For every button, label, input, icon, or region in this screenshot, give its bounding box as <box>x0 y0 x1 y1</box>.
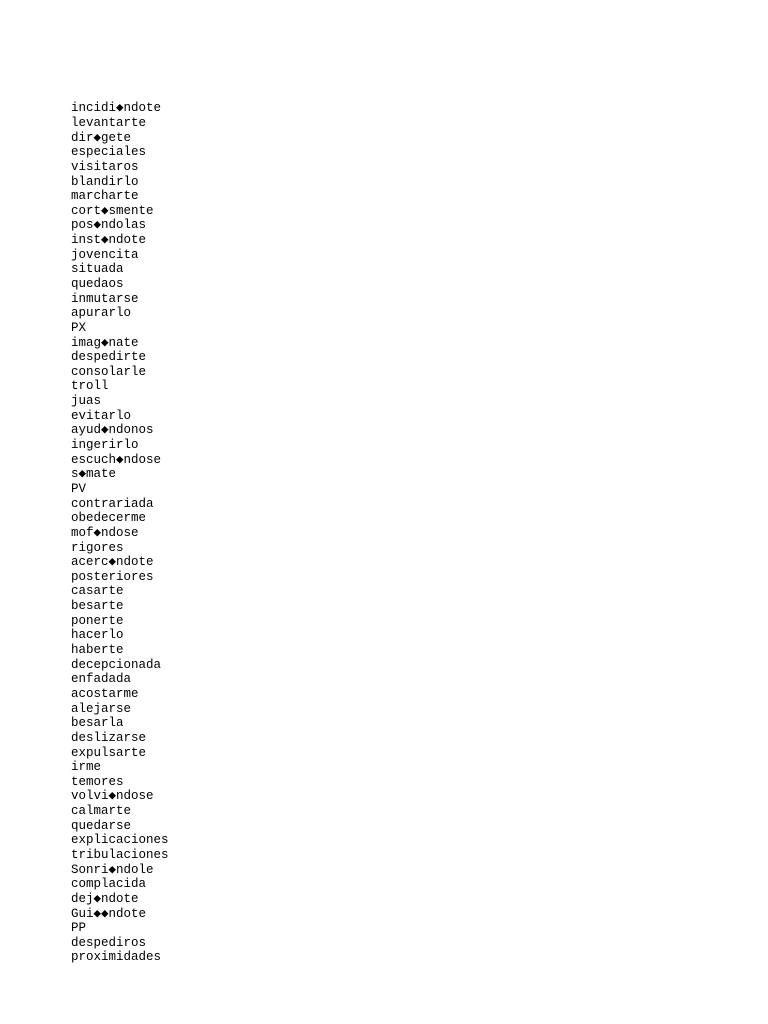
word-item: blandirlo <box>71 174 139 189</box>
word-item: proximidades <box>71 950 162 965</box>
word-item: jovencita <box>71 247 139 262</box>
word-item: especiales <box>71 145 147 160</box>
word-item: expulsarte <box>71 745 147 760</box>
word-item: obedecerme <box>71 511 147 526</box>
word-item: decepcionada <box>71 657 162 672</box>
word-item: calmarte <box>71 804 132 819</box>
word-item: rigores <box>71 540 124 555</box>
word-item: volvi◆ndose <box>71 789 154 804</box>
word-item: deslizarse <box>71 730 147 745</box>
word-item: Sonri◆ndole <box>71 862 154 877</box>
word-item: besarla <box>71 716 124 731</box>
word-item: acostarme <box>71 686 139 701</box>
word-item: cort◆smente <box>71 203 154 218</box>
word-item: juas <box>71 394 102 409</box>
word-item: incidi◆ndote <box>71 101 162 116</box>
word-item: marcharte <box>71 189 139 204</box>
word-item: PV <box>71 481 87 496</box>
word-item: besarte <box>71 599 124 614</box>
word-item: s◆mate <box>71 467 117 482</box>
word-item: visitaros <box>71 159 139 174</box>
word-item: alejarse <box>71 701 132 716</box>
word-item: mof◆ndose <box>71 525 139 540</box>
word-item: PX <box>71 320 87 335</box>
word-item: irme <box>71 760 102 775</box>
word-item: enfadada <box>71 672 132 687</box>
word-item: PP <box>71 921 87 936</box>
word-item: levantarte <box>71 115 147 130</box>
word-item: temores <box>71 774 124 789</box>
word-item: quedarse <box>71 818 132 833</box>
word-item: contrariada <box>71 496 154 511</box>
word-item: Gui◆◆ndote <box>71 906 147 921</box>
word-item: situada <box>71 262 124 277</box>
word-item: imag◆nate <box>71 335 139 350</box>
word-item: complacida <box>71 877 147 892</box>
word-item: casarte <box>71 584 124 599</box>
word-item: ayud◆ndonos <box>71 423 154 438</box>
word-item: despedirte <box>71 350 147 365</box>
word-item: escuch◆ndose <box>71 452 162 467</box>
word-item: ingerirlo <box>71 438 139 453</box>
word-item: consolarle <box>71 364 147 379</box>
word-list <box>71 72 169 965</box>
word-item: despediros <box>71 935 147 950</box>
word-item: dir◆gete <box>71 130 132 145</box>
word-item: apurarlo <box>71 306 132 321</box>
word-item: explicaciones <box>71 833 169 848</box>
word-item: ponerte <box>71 613 124 628</box>
word-item: dej◆ndote <box>71 891 139 906</box>
word-item: inst◆ndote <box>71 233 147 248</box>
word-item: evitarlo <box>71 408 132 423</box>
word-item: posteriores <box>71 569 154 584</box>
word-item: hacerlo <box>71 628 124 643</box>
word-item: acerc◆ndote <box>71 555 154 570</box>
word-item: haberte <box>71 643 124 658</box>
word-item: inmutarse <box>71 291 139 306</box>
word-item: tribulaciones <box>71 847 169 862</box>
word-item: quedaos <box>71 277 124 291</box>
word-item: troll <box>71 379 109 394</box>
word-item: pos◆ndolas <box>71 218 147 233</box>
